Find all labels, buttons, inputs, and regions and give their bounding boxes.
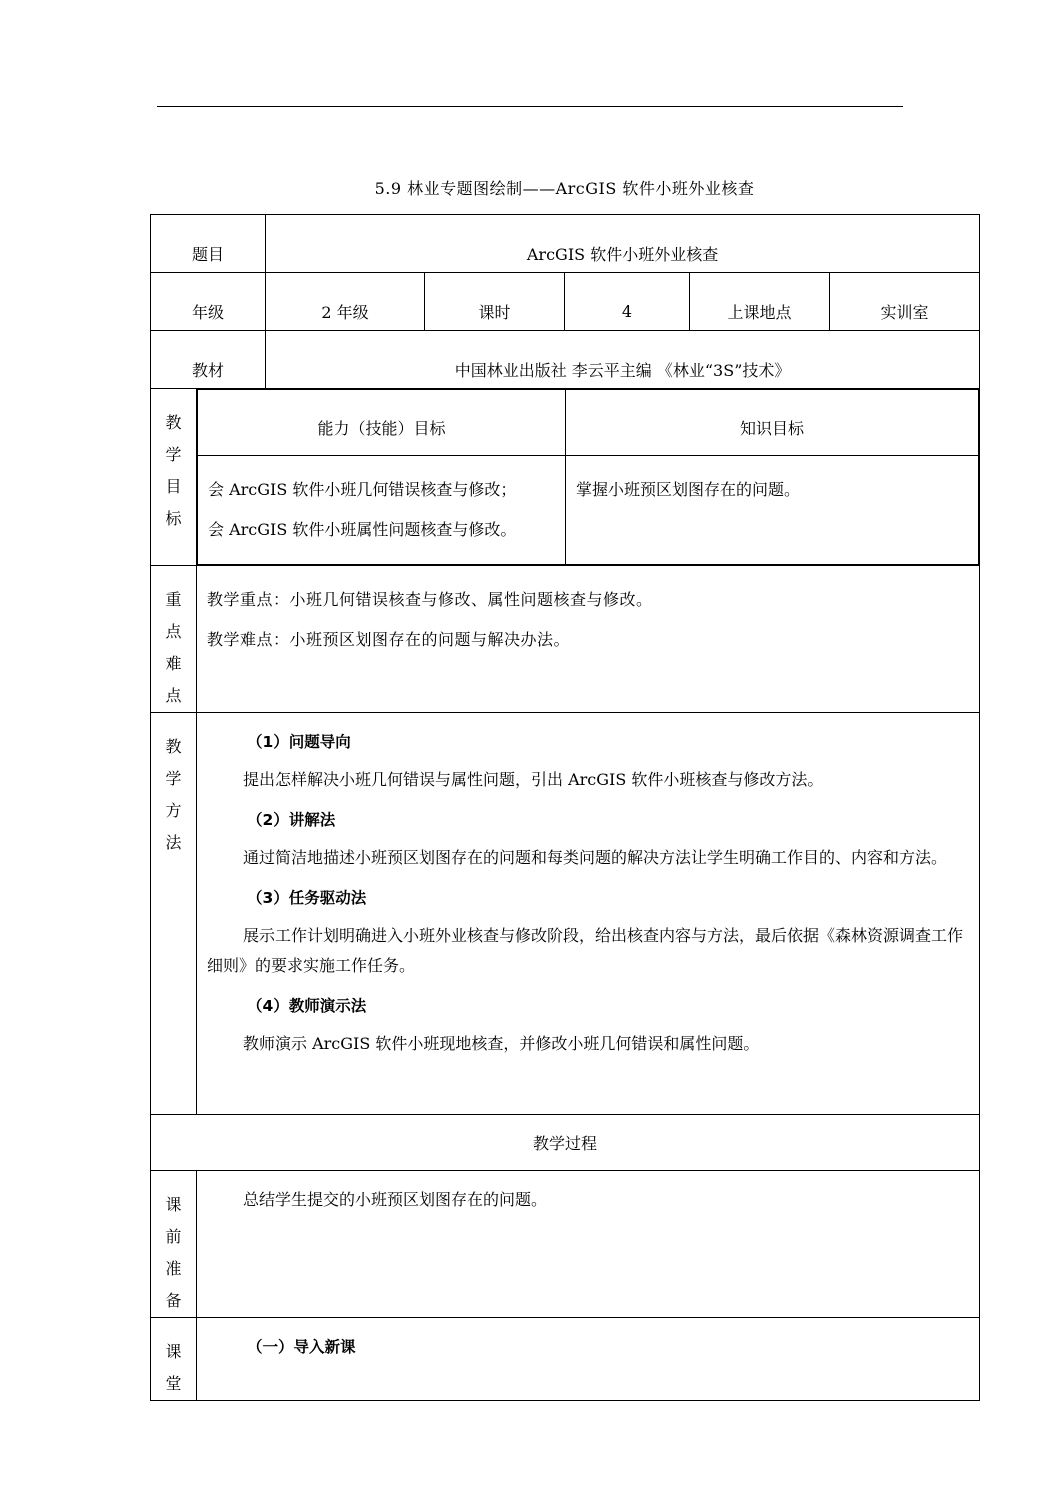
methods-label-char: 教 bbox=[165, 737, 182, 756]
goals-label-char: 标 bbox=[165, 509, 182, 528]
methods-label-char: 学 bbox=[165, 769, 182, 788]
document-title: 5.9 林业专题图绘制——ArcGIS 软件小班外业核查 bbox=[374, 179, 755, 198]
methods-label-cell bbox=[151, 713, 197, 1115]
prep-label-char: 课 bbox=[165, 1195, 182, 1214]
subject-value-cell bbox=[266, 215, 980, 273]
ability-goal-list bbox=[198, 456, 566, 565]
method-heading: （4）教师演示法 bbox=[247, 997, 367, 1015]
place-value-cell bbox=[830, 273, 980, 331]
subject-label-cell bbox=[151, 215, 266, 273]
difficult-point-item: 教学难点：小班预区划图存在的问题与解决办法。 bbox=[207, 630, 571, 649]
method-text: 教师演示 ArcGIS 软件小班现地核查，并修改小班几何错误和属性问题。 bbox=[243, 1034, 760, 1053]
ability-goal-item: 会 ArcGIS 软件小班几何错误核查与修改； bbox=[208, 480, 517, 499]
hours-label-cell bbox=[425, 273, 565, 331]
classroom-heading: （一）导入新课 bbox=[247, 1338, 356, 1356]
textbook-value: 中国林业出版社 李云平主编 《林业“3S”技术》 bbox=[454, 361, 791, 380]
goals-content-cell bbox=[197, 389, 980, 566]
prep-label-cell bbox=[151, 1171, 197, 1318]
classroom-label-char: 堂 bbox=[165, 1374, 182, 1393]
place-label: 上课地点 bbox=[727, 303, 792, 322]
hours-label: 课时 bbox=[478, 303, 511, 322]
classroom-label-char: 课 bbox=[165, 1342, 182, 1361]
grade-value-cell bbox=[266, 273, 425, 331]
grade-label-cell bbox=[151, 273, 266, 331]
goals-label-char: 教 bbox=[165, 413, 182, 432]
methods-content bbox=[197, 713, 980, 1115]
lesson-plan-table bbox=[150, 214, 980, 1401]
row-process bbox=[151, 1115, 980, 1171]
hours-value: 4 bbox=[621, 302, 633, 321]
classroom-content bbox=[197, 1318, 980, 1401]
grade-value: 2 年级 bbox=[321, 303, 369, 322]
goals-inner-table bbox=[197, 389, 979, 565]
row-goals bbox=[151, 389, 980, 566]
row-key-points bbox=[151, 566, 980, 713]
prep-label-char: 前 bbox=[165, 1227, 182, 1246]
row-classroom bbox=[151, 1318, 980, 1401]
prep-text: 总结学生提交的小班预区划图存在的问题。 bbox=[243, 1190, 548, 1209]
textbook-label-cell bbox=[151, 331, 266, 389]
method-text: 提出怎样解决小班几何错误与属性问题，引出 ArcGIS 软件小班核查与修改方法。 bbox=[243, 770, 824, 789]
place-label-cell bbox=[690, 273, 830, 331]
textbook-label: 教材 bbox=[192, 361, 225, 380]
methods-label-char: 方 bbox=[165, 801, 182, 820]
key-points-label-char: 难 bbox=[165, 654, 182, 673]
method-heading: （2）讲解法 bbox=[247, 811, 336, 829]
key-points-content bbox=[197, 566, 980, 713]
key-point-item: 教学重点：小班几何错误核查与修改、属性问题核查与修改。 bbox=[207, 590, 653, 609]
method-text: 展示工作计划明确进入小班外业核查与修改阶段，给出核查内容与方法，最后依据《森林资源调查工作细则》的要求实施工作任务。 bbox=[207, 926, 964, 975]
key-points-label-char: 点 bbox=[165, 622, 182, 641]
knowledge-goal-header: 知识目标 bbox=[566, 390, 979, 456]
method-text: 通过简洁地描述小班预区划图存在的问题和每类问题的解决方法让学生明确工作目的、内容和方法。 bbox=[243, 848, 948, 867]
goals-label-cell bbox=[151, 389, 197, 566]
goals-label-char: 目 bbox=[165, 477, 182, 496]
row-prep bbox=[151, 1171, 980, 1318]
ability-goal-header: 能力（技能）目标 bbox=[198, 390, 566, 456]
classroom-label-cell bbox=[151, 1318, 197, 1401]
grade-label: 年级 bbox=[192, 303, 225, 322]
prep-content bbox=[197, 1171, 980, 1318]
subject-value: ArcGIS 软件小班外业核查 bbox=[526, 245, 719, 264]
key-points-label-char: 点 bbox=[165, 686, 182, 705]
header-rule bbox=[157, 106, 903, 107]
row-subject bbox=[151, 215, 980, 273]
knowledge-goal-item: 掌握小班预区划图存在的问题。 bbox=[576, 480, 801, 499]
row-grade bbox=[151, 273, 980, 331]
textbook-value-cell bbox=[266, 331, 980, 389]
process-header: 教学过程 bbox=[533, 1134, 598, 1153]
key-points-label-char: 重 bbox=[165, 590, 182, 609]
row-textbook bbox=[151, 331, 980, 389]
prep-label-char: 准 bbox=[165, 1259, 182, 1278]
subject-label: 题目 bbox=[192, 245, 225, 264]
hours-value-cell bbox=[565, 273, 690, 331]
method-heading: （1）问题导向 bbox=[247, 733, 351, 751]
goals-label-char: 学 bbox=[165, 445, 182, 464]
knowledge-goal-list bbox=[566, 456, 979, 565]
process-header-cell bbox=[151, 1115, 980, 1171]
prep-label-char: 备 bbox=[165, 1291, 182, 1310]
methods-label-char: 法 bbox=[165, 833, 182, 852]
ability-goal-item: 会 ArcGIS 软件小班属性问题核查与修改。 bbox=[208, 520, 517, 539]
row-methods bbox=[151, 713, 980, 1115]
place-value: 实训室 bbox=[880, 303, 929, 322]
method-heading: （3）任务驱动法 bbox=[247, 889, 367, 907]
key-points-label-cell bbox=[151, 566, 197, 713]
